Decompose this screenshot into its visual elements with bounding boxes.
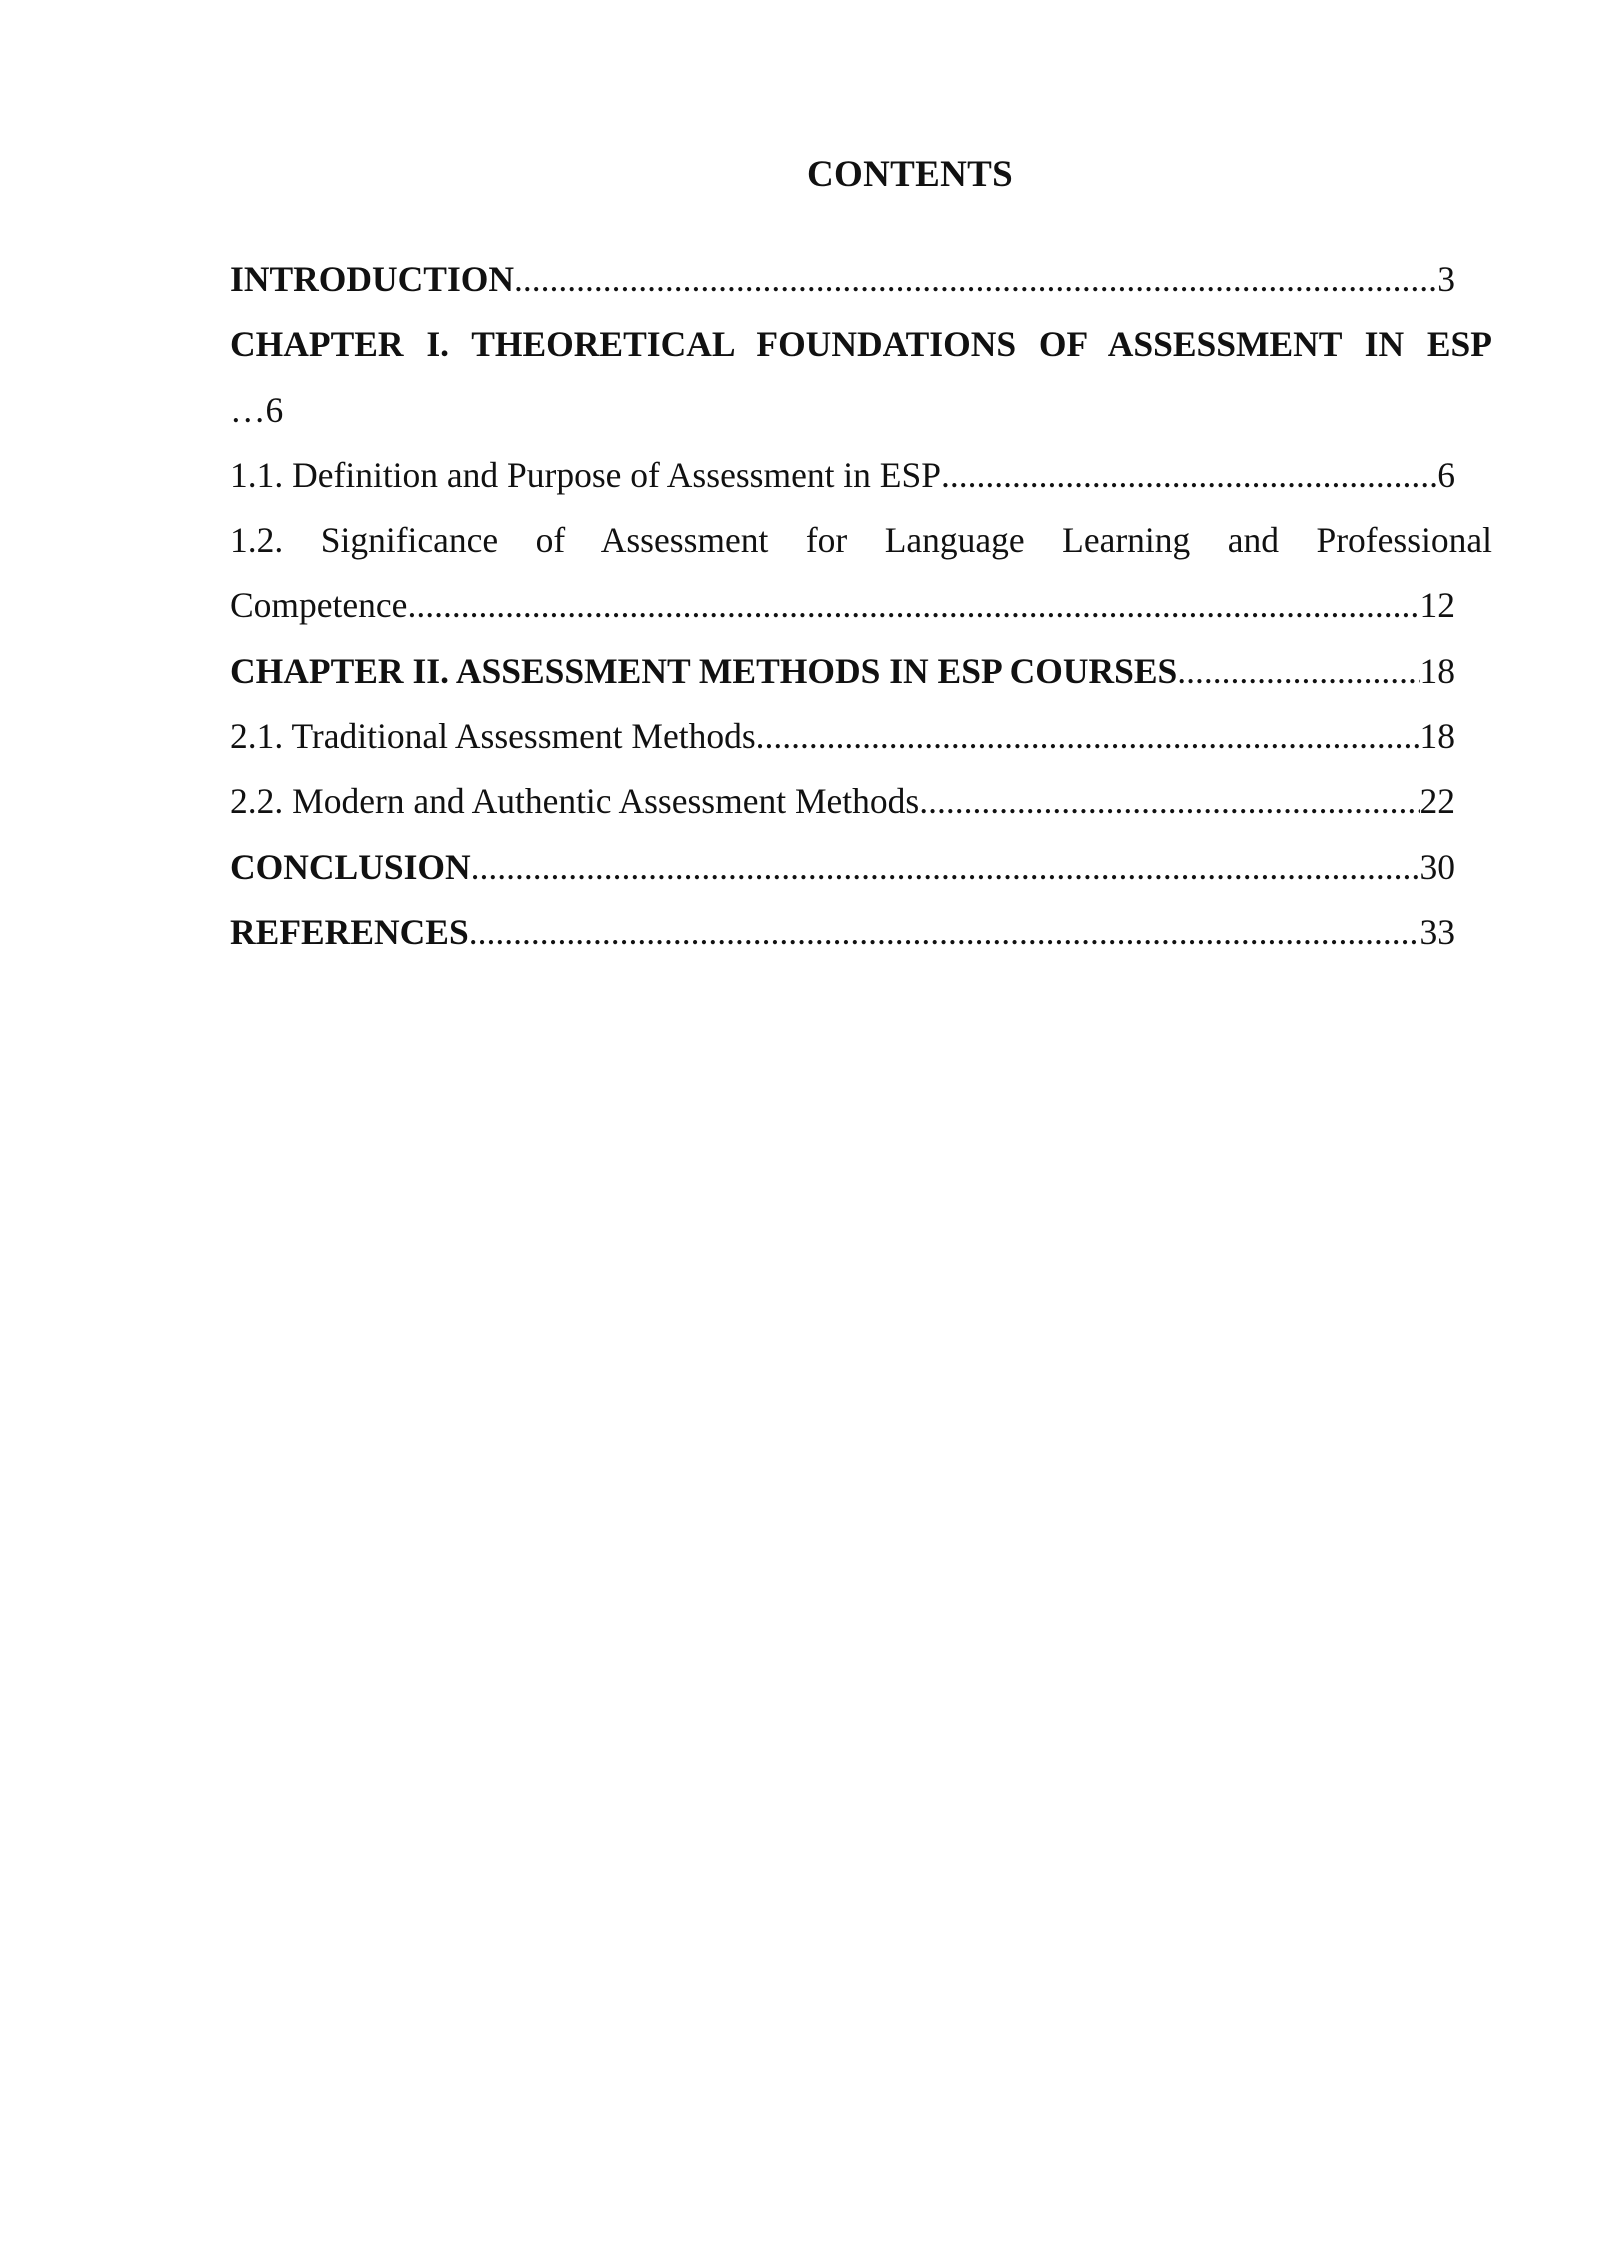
toc-entry-introduction[interactable] bbox=[230, 247, 1492, 312]
dot-leader bbox=[471, 835, 1420, 900]
toc-entry-conclusion[interactable] bbox=[230, 835, 1492, 900]
dot-leader bbox=[407, 573, 1419, 638]
toc-page-number: 3 bbox=[1437, 259, 1455, 299]
dot-leader bbox=[514, 247, 1437, 312]
toc-entry-chapter-2[interactable] bbox=[230, 639, 1492, 704]
page-title: CONTENTS bbox=[807, 154, 1013, 195]
toc-page-number: 18 bbox=[1419, 716, 1455, 757]
toc-entry-chapter-1[interactable] bbox=[230, 312, 1492, 443]
toc-page-number: …6 bbox=[230, 389, 284, 430]
toc-entry-section-1-2[interactable] bbox=[230, 508, 1492, 639]
toc-page-number: 30 bbox=[1419, 846, 1455, 887]
toc-entry-section-2-2[interactable] bbox=[230, 769, 1492, 834]
toc-entry-label: 2.2. Modern and Authentic Assessment Methods bbox=[230, 781, 920, 822]
toc-entry-label: 1.2. Significance of Assessment for Language Learning and Professional bbox=[230, 520, 1492, 561]
toc-entry-references[interactable] bbox=[230, 900, 1492, 965]
toc-entry-section-2-1[interactable] bbox=[230, 704, 1492, 769]
table-of-contents bbox=[230, 247, 1492, 965]
toc-page-number: 6 bbox=[1437, 454, 1455, 495]
toc-entry-label: INTRODUCTION bbox=[230, 259, 515, 299]
toc-entry-label-continuation: Competence bbox=[230, 585, 408, 626]
toc-page-number: 18 bbox=[1419, 650, 1455, 691]
toc-page-number: 22 bbox=[1419, 781, 1455, 822]
toc-entry-section-1-1[interactable] bbox=[230, 443, 1492, 508]
dot-leader bbox=[941, 443, 1437, 508]
toc-page-number: 33 bbox=[1419, 911, 1455, 952]
toc-entry-label: CONCLUSION bbox=[230, 846, 471, 887]
dot-leader bbox=[1177, 639, 1419, 704]
toc-page-number: 12 bbox=[1419, 585, 1455, 626]
toc-entry-label: 1.1. Definition and Purpose of Assessment in ESP bbox=[230, 454, 941, 495]
toc-entry-label: REFERENCES bbox=[230, 911, 469, 952]
toc-entry-label: CHAPTER I. THEORETICAL FOUNDATIONS OF ASSESSMENT IN ESP bbox=[230, 324, 1492, 365]
toc-entry-label: CHAPTER II. ASSESSMENT METHODS IN ESP COURSES bbox=[230, 650, 1178, 691]
dot-leader bbox=[919, 769, 1419, 834]
dot-leader bbox=[756, 704, 1420, 769]
toc-entry-label: 2.1. Traditional Assessment Methods bbox=[230, 716, 756, 757]
dot-leader bbox=[469, 900, 1420, 965]
